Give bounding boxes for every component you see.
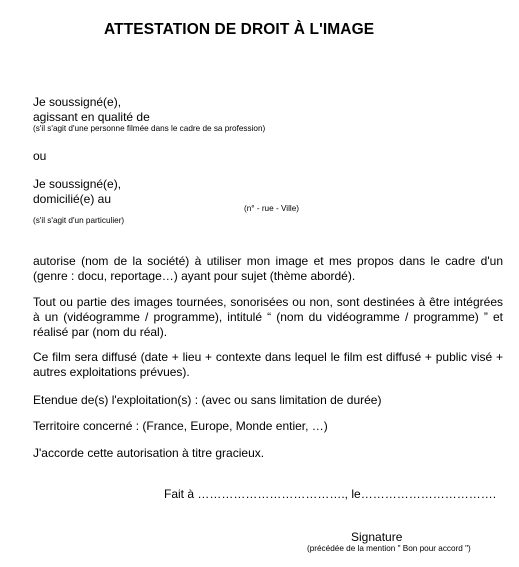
domicile-line: domicilié(e) au (33, 192, 112, 206)
soussigne-line: Je soussigné(e), (33, 95, 122, 109)
document-title: ATTESTATION DE DROIT À L'IMAGE (104, 21, 375, 38)
particulier-note: (s'il s'agit d'un particulier) (33, 216, 125, 225)
images-paragraph: Tout ou partie des images tournées, sonorisées ou non, sont destinées à être intégrées à un (vidéogramme / programme), intitulé “ (nom du vidéogramme / programme) ” et réalisé par (nom du réal). (33, 295, 503, 339)
soussigne-line: Je soussigné(e), (33, 177, 122, 191)
address-hint: (n° - rue - Ville) (244, 204, 299, 213)
professional-note: (s'il s'agit d'une personne filmée dans le cadre de sa profession) (33, 124, 266, 133)
qualite-line: agissant en qualité de (33, 110, 150, 124)
duration-line: Etendue de(s) l'exploitation(s) : (avec ou sans limitation de durée) (33, 393, 382, 407)
territory-line: Territoire concerné : (France, Europe, Monde entier, …) (33, 419, 328, 433)
free-of-charge-line: J'accorde cette autorisation à titre gracieux. (33, 446, 265, 460)
authorization-paragraph: autorise (nom de la société) à utiliser mon image et mes propos dans le cadre d'un (genre : docu, reportage…) ayant pour sujet (thème abordé). (33, 254, 503, 283)
place-date-line: Fait à ………………………………., le……………………………. (164, 487, 497, 501)
signature-label: Signature (351, 530, 403, 544)
broadcast-paragraph: Ce film sera diffusé (date + lieu + contexte dans lequel le film est diffusé + public visé + autres exploitations prévues). (33, 350, 503, 379)
or-separator: ou (33, 149, 47, 163)
signature-note: (précédée de la mention " Bon pour accord ") (307, 544, 471, 553)
